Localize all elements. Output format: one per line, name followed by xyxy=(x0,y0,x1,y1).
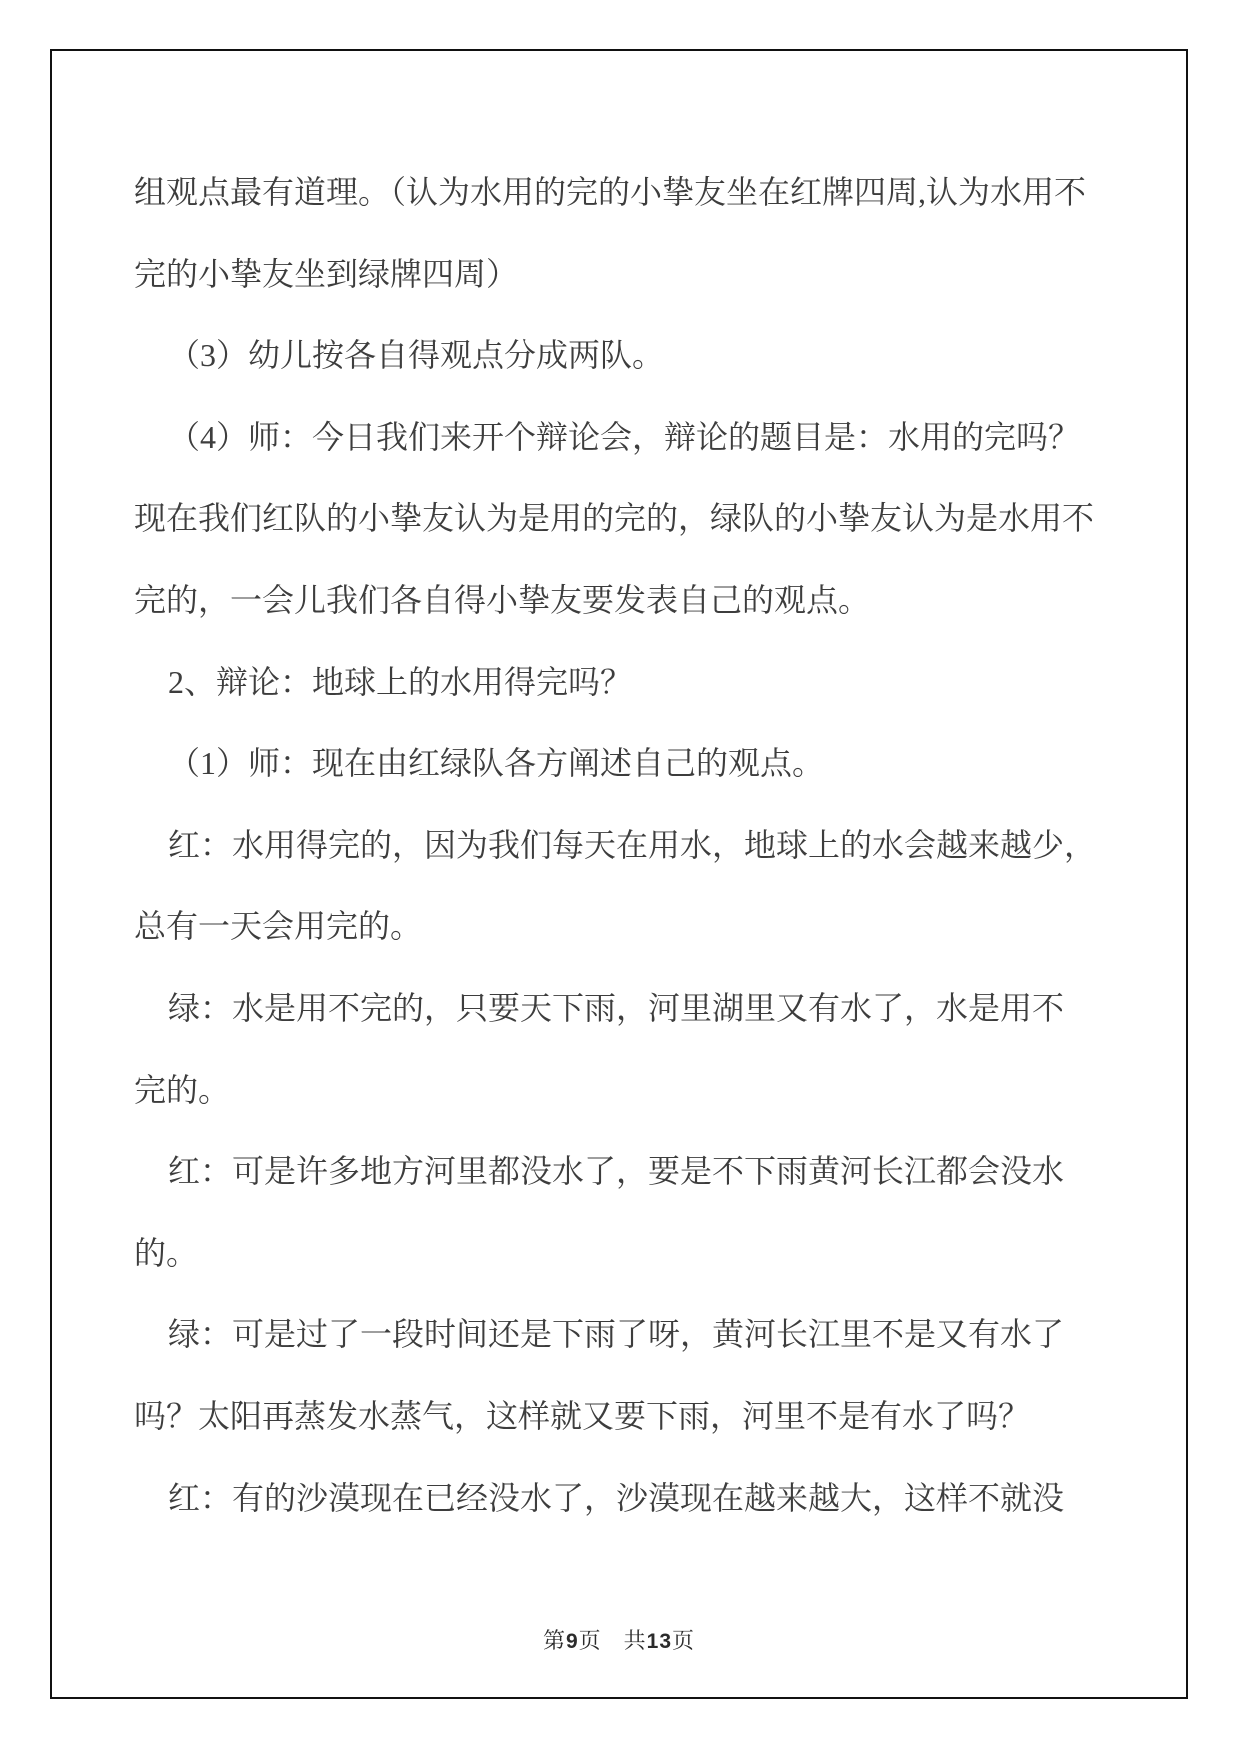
text-line: （3）幼儿按各自得观点分成两队。 xyxy=(168,337,665,374)
text-line: 完的，一会儿我们各自得小挚友要发表自己的观点。 xyxy=(134,581,871,618)
page-footer xyxy=(50,1624,1188,1655)
text-line: 红：可是许多地方河里都没水了，要是不下雨黄河长江都会没水 xyxy=(168,1153,1065,1190)
text-line: 完的。 xyxy=(134,1071,231,1108)
footer-total-suffix: 页 xyxy=(672,1628,696,1653)
text-line: 吗？太阳再蒸发水蒸气，这样就又要下雨，河里不是有水了吗？ xyxy=(134,1397,1031,1434)
text-line: 红：水用得完的，因为我们每天在用水，地球上的水会越来越少， xyxy=(168,826,1097,863)
text-line: 组观点最有道理。（认为水用的完的小挚友坐在红牌四周,认为水用不 xyxy=(134,174,1087,210)
text-line: 绿：水是用不完的，只要天下雨，河里湖里又有水了，水是用不 xyxy=(168,989,1065,1026)
footer-page-suffix: 页 xyxy=(578,1628,602,1653)
text-line: 红：有的沙漠现在已经没水了，沙漠现在越来越大，这样不就没 xyxy=(168,1479,1065,1516)
footer-page-number: 9 xyxy=(565,1630,579,1653)
text-line: 绿：可是过了一段时间还是下雨了呀，黄河长江里不是又有水了 xyxy=(168,1316,1065,1353)
text-line: 的。 xyxy=(134,1234,199,1271)
footer-total-number: 13 xyxy=(646,1630,673,1653)
text-line: （1）师：现在由红绿队各方阐述自己的观点。 xyxy=(168,745,825,782)
text-line: 现在我们红队的小挚友认为是用的完的，绿队的小挚友认为是水用不 xyxy=(134,500,1095,537)
text-line: （4）师：今日我们来开个辩论会，辩论的题目是：水用的完吗？ xyxy=(168,418,1081,455)
footer-total-prefix: 共 xyxy=(623,1628,647,1653)
text-line: 2、辩论：地球上的水用得完吗？ xyxy=(168,663,633,700)
text-line: 完的小挚友坐到绿牌四周） xyxy=(134,255,519,292)
document-body xyxy=(134,172,1097,1559)
text-line: 总有一天会用完的。 xyxy=(134,908,423,945)
footer-page-prefix: 第 xyxy=(542,1628,566,1653)
